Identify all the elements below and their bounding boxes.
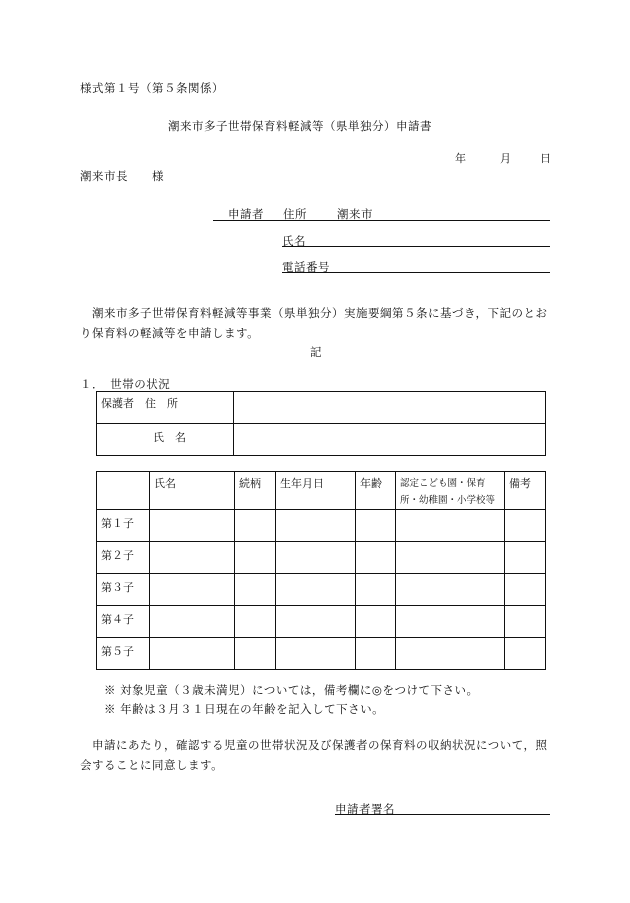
header-school: 認定こども園・保育所・幼稚園・小学校等 — [396, 472, 505, 510]
cell[interactable] — [235, 510, 276, 542]
intro-paragraph: 潮来市多子世帯保育料軽減等事業（県単独分）実施要綱第５条に基づき，下記のとおり保育料の軽減等を申請します。 — [80, 306, 548, 340]
ki-heading: 記 — [310, 345, 322, 359]
cell[interactable] — [396, 638, 505, 670]
name-label: 氏名 — [282, 234, 306, 248]
addressee: 潮来市長 様 — [80, 169, 164, 183]
signature-label: 申請者署名 — [335, 802, 395, 816]
cell[interactable] — [276, 542, 356, 574]
cell[interactable] — [505, 510, 546, 542]
date-month: 月 — [500, 152, 512, 165]
header-birthdate: 生年月日 — [276, 472, 356, 510]
form-number: 様式第１号（第５条関係） — [80, 81, 224, 95]
note-1: ※ 対象児童（３歳未満児）については，備考欄に◎をつけて下さい。 — [104, 683, 479, 697]
corner-cell — [97, 472, 150, 510]
row-label-4: 第４子 — [97, 606, 150, 638]
address-value: 潮来市 — [337, 207, 373, 221]
header-name: 氏名 — [150, 472, 235, 510]
cell[interactable] — [505, 574, 546, 606]
cell[interactable] — [276, 606, 356, 638]
cell[interactable] — [150, 542, 235, 574]
applicant-name-line[interactable] — [282, 232, 550, 247]
address-label: 住所 — [283, 207, 307, 221]
guardian-name-label-text: 氏 名 — [153, 431, 186, 444]
cell[interactable] — [356, 638, 396, 670]
cell[interactable] — [150, 638, 235, 670]
row-label-2: 第２子 — [97, 542, 150, 574]
guardian-address-label: 保護者 住 所 — [97, 392, 234, 424]
date-year: 年 — [455, 152, 467, 165]
cell[interactable] — [276, 638, 356, 670]
header-remarks: 備考 — [505, 472, 546, 510]
cell[interactable] — [356, 574, 396, 606]
cell[interactable] — [235, 606, 276, 638]
children-table — [96, 471, 546, 670]
row-label-1: 第１子 — [97, 510, 150, 542]
cell[interactable] — [235, 542, 276, 574]
cell[interactable] — [150, 574, 235, 606]
note-2: ※ 年齢は３月３１日現在の年齢を記入して下さい。 — [104, 702, 385, 716]
guardian-table — [96, 391, 546, 456]
phone-label: 電話番号 — [282, 260, 330, 274]
row-label-5: 第５子 — [97, 638, 150, 670]
guardian-address-cell[interactable] — [234, 392, 546, 424]
cell[interactable] — [276, 510, 356, 542]
cell[interactable] — [150, 510, 235, 542]
guardian-name-cell[interactable] — [234, 424, 546, 456]
header-age: 年齢 — [356, 472, 396, 510]
date-day: 日 — [540, 152, 552, 165]
cell[interactable] — [396, 574, 505, 606]
cell[interactable] — [356, 510, 396, 542]
guardian-name-label — [97, 424, 234, 456]
cell[interactable] — [505, 638, 546, 670]
applicant-label: 申請者 — [228, 207, 264, 221]
consent-paragraph: 申請にあたり，確認する児童の世帯状況及び保護者の保育料の収納状況について，照会することに同意します。 — [80, 738, 548, 772]
row-label-3: 第３子 — [97, 574, 150, 606]
header-relationship: 続柄 — [235, 472, 276, 510]
cell[interactable] — [396, 606, 505, 638]
cell[interactable] — [396, 542, 505, 574]
cell[interactable] — [235, 638, 276, 670]
cell[interactable] — [505, 606, 546, 638]
section1-heading: １． 世帯の状況 — [80, 377, 171, 391]
cell[interactable] — [396, 510, 505, 542]
cell[interactable] — [356, 542, 396, 574]
cell[interactable] — [150, 606, 235, 638]
cell[interactable] — [235, 574, 276, 606]
cell[interactable] — [505, 542, 546, 574]
document-title: 潮来市多子世帯保育料軽減等（県単独分）申請書 — [168, 119, 432, 133]
cell[interactable] — [276, 574, 356, 606]
cell[interactable] — [356, 606, 396, 638]
